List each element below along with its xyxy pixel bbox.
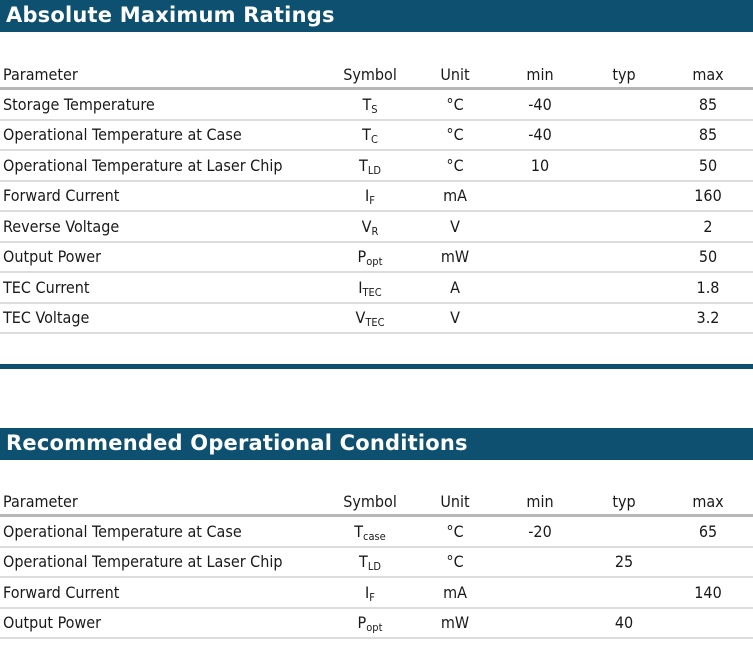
symbol-cell <box>330 548 410 577</box>
max-cell: 85 <box>698 125 718 145</box>
unit-cell: mA <box>443 582 467 602</box>
table-row <box>0 182 753 213</box>
typ-cell <box>584 212 664 241</box>
min-cell <box>500 304 580 333</box>
typ-cell <box>584 304 664 333</box>
table-header-row <box>0 62 753 90</box>
symbol-subscript: LD <box>367 163 381 177</box>
table-row <box>0 548 753 579</box>
header-parameter: Parameter <box>3 492 78 511</box>
table-row <box>0 517 753 548</box>
min-cell: 10 <box>530 155 550 175</box>
min-cell <box>500 182 580 211</box>
section-title: Absolute Maximum Ratings <box>6 3 335 27</box>
symbol-main: I <box>358 277 363 297</box>
table-row <box>0 90 753 121</box>
symbol-subscript: LD <box>367 560 381 574</box>
section-divider <box>0 364 753 369</box>
symbol-cell <box>330 243 410 272</box>
section-banner-absolute-max <box>0 0 753 32</box>
max-cell: 140 <box>694 582 722 602</box>
max-cell: 3.2 <box>696 308 720 328</box>
unit-cell: V <box>450 308 460 328</box>
table-body <box>0 90 753 334</box>
header-min: min <box>526 492 554 511</box>
table-row <box>0 121 753 152</box>
symbol-subscript: S <box>371 102 378 116</box>
header-symbol: Symbol <box>343 492 397 511</box>
table-header-row <box>0 489 753 517</box>
symbol-subscript: opt <box>366 255 383 269</box>
symbol-cell <box>330 90 410 119</box>
symbol-main: T <box>359 552 368 572</box>
symbol-main: V <box>361 216 372 236</box>
symbol-main: T <box>359 155 368 175</box>
header-min: min <box>526 65 554 84</box>
symbol-cell <box>330 304 410 333</box>
min-cell: -40 <box>528 94 552 114</box>
unit-cell: °C <box>446 125 464 145</box>
max-cell: 85 <box>698 94 718 114</box>
min-cell <box>500 578 580 607</box>
symbol-cell <box>330 517 410 546</box>
symbol-main: T <box>362 125 371 145</box>
table-row <box>0 273 753 304</box>
symbol-main: P <box>357 247 367 267</box>
parameter-cell: Storage Temperature <box>3 94 155 114</box>
unit-cell: mW <box>440 247 470 267</box>
max-cell: 50 <box>698 247 718 267</box>
symbol-subscript: R <box>371 224 379 238</box>
table-row <box>0 212 753 243</box>
symbol-main: V <box>355 308 366 328</box>
symbol-subscript: TEC <box>362 285 382 299</box>
max-cell <box>668 548 748 577</box>
symbol-subscript: case <box>363 529 386 543</box>
symbol-cell <box>330 578 410 607</box>
typ-cell: 40 <box>614 613 634 633</box>
table-row <box>0 243 753 274</box>
symbol-main: I <box>365 186 370 206</box>
unit-cell: °C <box>446 521 464 541</box>
typ-cell <box>584 243 664 272</box>
unit-cell: A <box>450 277 460 297</box>
parameter-cell: Operational Temperature at Case <box>3 521 242 541</box>
max-cell: 160 <box>694 186 722 206</box>
parameter-cell: TEC Current <box>3 277 90 297</box>
typ-cell <box>584 182 664 211</box>
parameter-cell: Forward Current <box>3 186 120 206</box>
unit-cell: V <box>450 216 460 236</box>
symbol-main: I <box>365 582 370 602</box>
symbol-main: T <box>354 521 364 541</box>
header-typ: typ <box>612 65 636 84</box>
table-row <box>0 151 753 182</box>
symbol-cell <box>330 609 410 638</box>
table-row <box>0 304 753 335</box>
header-max: max <box>692 65 724 84</box>
section-title: Recommended Operational Conditions <box>6 431 468 455</box>
parameter-cell: Operational Temperature at Case <box>3 125 242 145</box>
symbol-cell <box>330 151 410 180</box>
symbol-subscript: C <box>370 133 378 147</box>
min-cell <box>500 609 580 638</box>
recommended-conditions-table <box>0 489 753 639</box>
typ-cell <box>584 121 664 150</box>
parameter-cell: Output Power <box>3 613 102 633</box>
table-row <box>0 609 753 640</box>
symbol-cell <box>330 273 410 302</box>
max-cell: 2 <box>703 216 713 236</box>
parameter-cell: TEC Voltage <box>3 308 90 328</box>
max-cell: 65 <box>698 521 718 541</box>
symbol-cell <box>330 212 410 241</box>
table-body <box>0 517 753 639</box>
symbol-main: T <box>362 94 372 114</box>
min-cell <box>500 273 580 302</box>
absolute-max-table <box>0 62 753 334</box>
header-symbol: Symbol <box>343 65 397 84</box>
parameter-cell: Reverse Voltage <box>3 216 120 236</box>
header-typ: typ <box>612 492 636 511</box>
min-cell: -40 <box>528 125 552 145</box>
parameter-cell: Operational Temperature at Laser Chip <box>3 552 283 572</box>
unit-cell: °C <box>446 94 464 114</box>
min-cell: -20 <box>528 521 552 541</box>
parameter-cell: Output Power <box>3 247 102 267</box>
typ-cell <box>584 578 664 607</box>
max-cell: 50 <box>698 155 718 175</box>
header-unit: Unit <box>440 492 470 511</box>
table-row <box>0 578 753 609</box>
symbol-subscript: F <box>369 194 375 208</box>
typ-cell: 25 <box>614 552 634 572</box>
symbol-subscript: TEC <box>365 316 385 330</box>
unit-cell: °C <box>446 552 464 572</box>
symbol-cell <box>330 121 410 150</box>
unit-cell: mW <box>440 613 470 633</box>
typ-cell <box>584 90 664 119</box>
parameter-cell: Forward Current <box>3 582 120 602</box>
max-cell <box>668 609 748 638</box>
symbol-main: P <box>357 613 367 633</box>
symbol-subscript: opt <box>366 621 383 635</box>
unit-cell: °C <box>446 155 464 175</box>
typ-cell <box>584 151 664 180</box>
header-parameter: Parameter <box>3 65 78 84</box>
parameter-cell: Operational Temperature at Laser Chip <box>3 155 283 175</box>
header-unit: Unit <box>440 65 470 84</box>
unit-cell: mA <box>443 186 467 206</box>
min-cell <box>500 243 580 272</box>
min-cell <box>500 212 580 241</box>
typ-cell <box>584 273 664 302</box>
symbol-cell <box>330 182 410 211</box>
min-cell <box>500 548 580 577</box>
max-cell: 1.8 <box>696 277 720 297</box>
typ-cell <box>584 517 664 546</box>
symbol-subscript: F <box>369 590 375 604</box>
section-banner-recommended <box>0 428 753 460</box>
header-max: max <box>692 492 724 511</box>
